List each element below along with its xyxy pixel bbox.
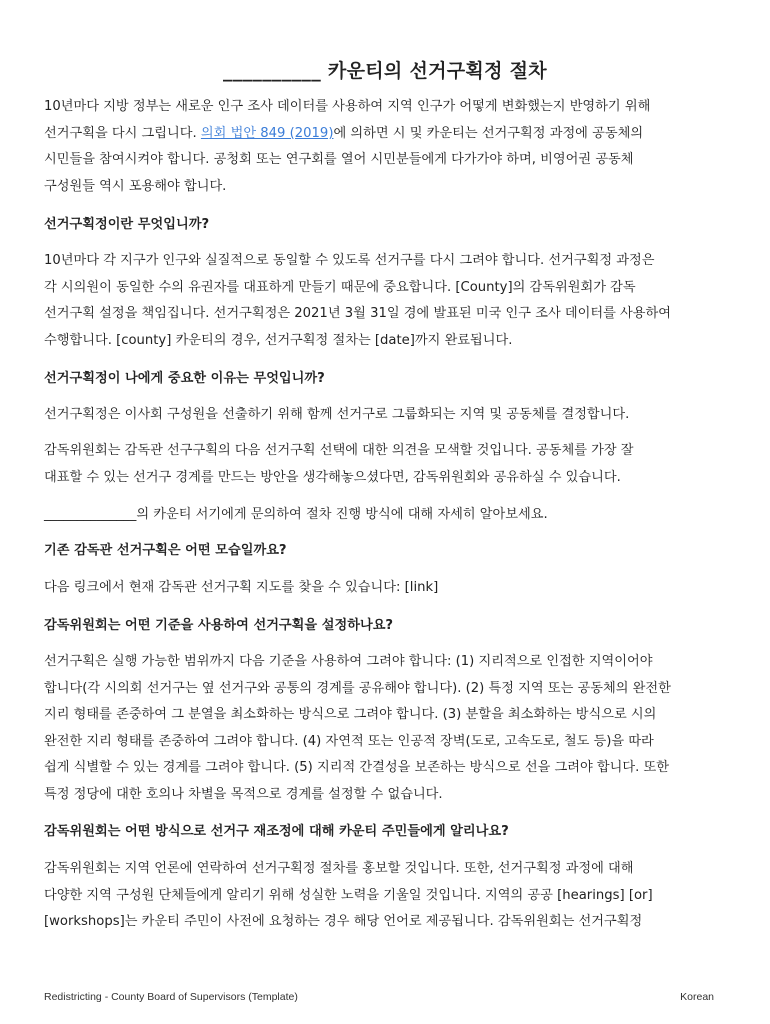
text-line: 선거구획은 실행 가능한 범위까지 다음 기준을 사용하여 그려야 합니다: (1) 지리적으로 인접한 지역이어야 (44, 654, 653, 669)
text-line: [workshops]는 카운티 주민이 사전에 요청하는 경우 해당 언어로 제공됩니다. 감독위원회는 선거구획정 (44, 914, 643, 930)
intro-paragraph (44, 94, 730, 200)
text-line: 특정 정당에 대한 호의나 차별을 목적으로 경계를 설정할 수 없습니다. (44, 786, 443, 802)
text-line: 다양한 지역 구성원 단체들에게 알리기 위해 성실한 노력을 기울일 것입니다. 지역의 공공 [hearings] [or] (44, 887, 653, 903)
section-3-paragraph (44, 575, 730, 602)
intro-line-2-end: 에 의하면 시 및 카운티는 선거구획정 과정에 공동체의 (333, 125, 644, 141)
section-3-heading: 기존 감독관 선거구획은 어떤 모습일까요? (44, 543, 287, 558)
text-line: 대표할 수 있는 선거구 경계를 만드는 방안을 생각해놓으셨다면, 감독위원회와 공유하실 수 있습니다. (44, 469, 621, 485)
assembly-bill-link[interactable]: 의회 법안 849 (2019) (200, 125, 334, 141)
text-line: 다음 링크에서 현재 감독관 선거구획 지도를 찾을 수 있습니다: [link] (44, 580, 439, 595)
section-heading (44, 541, 730, 561)
section-2-paragraph-1 (44, 402, 730, 429)
intro-line-2 (44, 121, 730, 148)
text-line: 완전한 지리 형태를 존중하여 그려야 합니다. (4) 자연적 또는 인공적 장벽(도로, 고속도로, 철도 등)을 따라 (44, 733, 654, 749)
section-heading (44, 616, 730, 636)
intro-line-3: 시민들을 참여시켜야 합니다. 공청회 또는 연구회를 열어 시민분들에게 다가가야 하며, 비영어권 공동체 (44, 152, 634, 168)
section-2-heading: 선거구획정이 나에게 중요한 이유는 무엇입니까? (44, 371, 325, 386)
text-line: 선거구획 설정을 책임집니다. 선거구획정은 2021년 3월 31일 경에 발표된 미국 인구 조사 데이터를 사용하여 (44, 306, 671, 322)
footer-language: Korean (680, 991, 714, 1003)
text-line: 각 시의원이 동일한 수의 유권자를 대표하게 만들기 때문에 중요합니다. [County]의 감독위원회가 감독 (44, 279, 636, 295)
section-heading (44, 215, 730, 235)
section-5-heading: 감독위원회는 어떤 방식으로 선거구 재조정에 대해 카운티 주민들에게 알리나요? (44, 824, 509, 839)
section-1-heading: 선거구획정이란 무엇입니까? (44, 217, 210, 232)
text-line: 감독위원회는 지역 언론에 연락하여 선거구획정 절차를 홍보할 것입니다. 또한, 선거구획정 과정에 대해 (44, 861, 634, 876)
section-2-paragraph-3 (44, 502, 730, 529)
text-line: 쉽게 식별할 수 있는 경계를 그려야 합니다. (5) 지리적 간결성을 보존하는 방식으로 선을 그려야 합니다. 또한 (44, 760, 669, 776)
text-line: 감독위원회는 감독관 선구구획의 다음 선거구획 선택에 대한 의견을 모색할 것입니다. 공동체를 가장 잘 (44, 443, 634, 458)
text-line: 선거구획정은 이사회 구성원을 선출하기 위해 함께 선거구로 그룹화되는 지역 및 공동체를 결정합니다. (44, 407, 630, 422)
section-4-paragraph (44, 649, 730, 809)
section-5-paragraph (44, 856, 730, 936)
section-heading (44, 369, 730, 389)
section-2-paragraph-2 (44, 438, 730, 491)
section-1-paragraph (44, 248, 730, 354)
section-4-heading: 감독위원회는 어떤 기준을 사용하여 선거구획을 설정하나요? (44, 618, 394, 633)
text-line: ______________의 카운티 서기에게 문의하여 절차 진행 방식에 대해 자세히 알아보세요. (44, 507, 548, 522)
section-heading (44, 822, 730, 842)
intro-line-1: 10년마다 지방 정부는 새로운 인구 조사 데이터를 사용하여 지역 인구가 어떻게 변화했는지 반영하기 위해 (44, 99, 651, 114)
footer-document-name: Redistricting - County Board of Supervisors (Template) (44, 991, 298, 1003)
page-title: __________ 카운티의 선거구획정 절차 (223, 60, 547, 82)
intro-line-2-start: 선거구획을 다시 그립니다. (44, 125, 201, 141)
intro-line-4: 구성원들 역시 포용해야 합니다. (44, 178, 227, 194)
text-line: 지리 형태를 존중하여 그 분열을 최소화하는 방식으로 그려야 합니다. (3) 분할을 최소화하는 방식으로 시의 (44, 707, 657, 723)
text-line: 10년마다 각 지구가 인구와 실질적으로 동일할 수 있도록 선거구를 다시 그려야 합니다. 선거구획정 과정은 (44, 253, 655, 268)
text-line: 합니다(각 시의회 선거구는 옆 선거구와 공통의 경계를 공유해야 합니다). (2) 특정 지역 또는 공동체의 완전한 (44, 680, 671, 696)
text-line: 수행합니다. [county] 카운티의 경우, 선거구획정 절차는 [date]까지 완료됩니다. (44, 332, 513, 348)
